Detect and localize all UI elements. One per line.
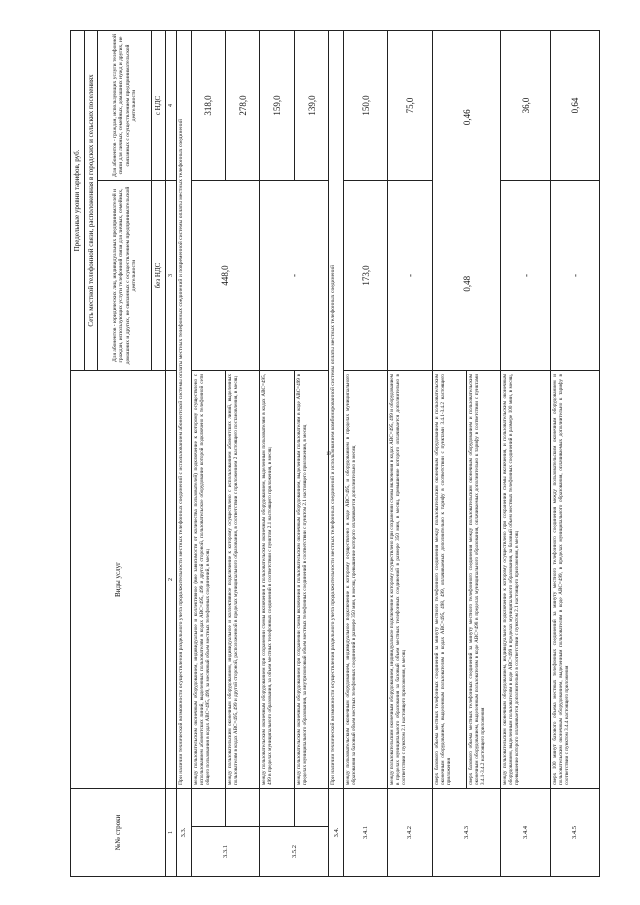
- row-value-a: 0,48: [461, 275, 472, 292]
- header-network: Сеть местной телефонной связи, расположенная в городских и сельских поселениях: [84, 30, 98, 370]
- row-section-text: При наличии технической возможности осуществления раздельного учета продолжительности местных телефонных соединений и использованием комбинированной системы оплаты местных телефонных соединений: [329, 30, 344, 788]
- column-index-1: 1: [165, 788, 176, 876]
- row-code: 3.4.3: [432, 788, 501, 876]
- table-row: [344, 30, 388, 876]
- column-index-3: 3: [165, 180, 176, 370]
- row-value-shared: [432, 30, 501, 370]
- page-number: 19: [326, 452, 331, 457]
- row-value-with-vat: 150,0: [344, 30, 388, 180]
- header-vat-with: с НДС: [152, 30, 166, 180]
- column-index-2: 2: [165, 370, 176, 788]
- row-value-with-vat: 75,0: [388, 30, 432, 180]
- row-text: между пользовательским оконечным оборудованием при сохранении схемы включения и пользовательским оконечным оборудованием, выделенным пользователям в кодах АВС=495, 499 в пределах муниципального образования, за объем местных телефонных соединений в соответствии с пунктом 2.1 настоящего приложения, в месяц: [260, 370, 294, 788]
- row-value-with-vat: 0,64: [550, 30, 599, 180]
- header-vat-without: без НДС: [152, 180, 166, 370]
- row-text: между пользовательским оконечным оборудованием, индивидуальное подключение к которому осуществлено при сохранении схемы включения в кодах АВС=495, 499 и оборудованием в пределах муниципального образования за базовый объем местных телефонных соединений в размере 350 мин, в месяц, превышение которого оплачивается дополнительно в соответствии с пунктом 2.1 настоящего приложения, в месяц: [388, 370, 432, 788]
- table-row: [501, 30, 550, 876]
- table-row: [225, 30, 259, 876]
- row-code: 3.4.: [329, 788, 344, 876]
- table-row: [388, 30, 432, 876]
- tariff-table: [70, 30, 600, 877]
- row-value-without-vat: 173,0: [344, 180, 388, 370]
- table-row: [432, 30, 466, 876]
- table-row: [294, 30, 328, 876]
- header-group-a: Для абонентов - юридических лиц, индивидуальных предпринимателей и граждан, использующих услуги телефонной связи для личных, семейных, домашних и других, не связанных с осуществлением предпринимательской деятельности: [98, 180, 152, 370]
- header-tariffs: Предельные уровни тарифов, руб.: [71, 30, 85, 370]
- row-value-without-vat: -: [260, 180, 329, 370]
- header-services: Виды услуг: [71, 370, 166, 788]
- header-group-b: Для абонентов - граждан, использующих услуги телефонной связи для личных, семейных, домашних нужд и других, не связанных с осуществлением предпринимательской деятельности: [98, 30, 152, 180]
- row-code: 3.4.2: [388, 788, 432, 876]
- row-value-without-vat: 448,0: [191, 180, 260, 370]
- row-subcode: [260, 788, 294, 826]
- row-code: 3.5.2: [260, 827, 329, 877]
- row-text: между пользовательским оконечным оборудованием, индивидуальное и коллективное подключение к которому осуществлено с использованием абонентских линий, выделенных пользователям в кодах АВС=495, 499 и другой стороной, расположенной в пределах муниципального образования, в соответствии с приложением 2 настоящего постановления, в месяц: [225, 370, 259, 788]
- row-code: 3.3.1: [191, 827, 260, 877]
- row-value-with-vat: 278,0: [225, 30, 259, 180]
- row-section-text: При наличии технической возможности осуществления раздельного учета продолжительности местных телефонных соединений с использованием абонентской системы оплаты местных телефонных соединений и повременной системы оплаты местных телефонных соединений: [176, 30, 191, 788]
- row-code: 3.4.1: [344, 788, 388, 876]
- row-text: сверх базового объема местных телефонных соединений за минуту местного телефонного соединения между пользовательским оконечным оборудованием и пользовательским оконечным оборудованием, выделенным пользователям в кодах АВС=495, 498, 499, оплачиваемых дополнительно к тарифу в соответствии с пунктами 3.4.1-3.4.2 настоящего приложения: [432, 370, 466, 788]
- row-value-with-vat: 159,0: [260, 30, 294, 180]
- table-row: [191, 30, 225, 876]
- header-row-number: №№ строки: [71, 788, 166, 876]
- row-subcode: [225, 788, 259, 826]
- row-value-with-vat: 36,0: [501, 30, 550, 180]
- row-value-b: 0,46: [461, 109, 472, 126]
- row-text: сверх базового объема местных телефонных соединений за минуту местного телефонного соединения между пользовательским оконечным оборудованием и пользовательским оконечным оборудованием, выделенным пользователям в коде АВС=498 в пределах муниципального образования, оплачиваемых дополнительно к тарифу в соответствии с пунктами 3.4.1-3.4.2 настоящего приложения: [467, 370, 501, 788]
- row-subcode: [294, 788, 328, 826]
- table-row: [550, 30, 599, 876]
- row-value-without-vat: -: [388, 180, 432, 370]
- column-index-4: 4: [165, 30, 176, 180]
- row-code: 3.4.5: [550, 788, 599, 876]
- row-value-with-vat: 139,0: [294, 30, 328, 180]
- table-row: [260, 30, 294, 876]
- rotated-tariff-table: [70, 31, 600, 877]
- row-text: между пользовательским оконечным оборудованием, индивидуальное и коллективное (вне зависимости от количества пользователей) подключение к которому осуществлено с использованием абонентских линий, выделенных пользователям в кодах АВС=495, 499 и другой стороной, пользовательское оборудование которой подключено к телефонной сети общего пользования в кодах АВС=495, 499, за месячный объем местных телефонных соединений, в месяц: [191, 370, 225, 788]
- row-code: 3.4.4: [501, 788, 550, 876]
- row-value-without-vat: -: [550, 180, 599, 370]
- row-text: между пользовательским оконечным оборудованием, индивидуальное подключение к которому осуществлено при сохранении схемы включения, и пользовательским оконечным оборудованием, выделенным пользователям в коде АВС=499 в пределах муниципального образования, за базовый объем местных телефонных соединений в размере 100 мин, в месяц, превышение которого оплачивается дополнительно в соответствии с пунктом 2.1 настоящего приложения, в месяц: [501, 370, 550, 788]
- row-subcode: [191, 788, 225, 826]
- row-text: между пользовательским оконечным оборудованием при сохранении схемы включения и пользовательским оконечным оборудованием, выделенным пользователям в коде АВС=499 в пределах муниципального образования, за внутризоновый объем местных телефонных соединений в соответствии с пунктом 2.1 настоящего приложения, в месяц: [294, 370, 328, 788]
- table-row: [176, 30, 191, 876]
- row-value-with-vat: 318,0: [191, 30, 225, 180]
- row-value-without-vat: -: [501, 180, 550, 370]
- row-code: 3.3.: [176, 788, 191, 876]
- row-text: сверх 100 минут базового объема местных телефонных соединений за минуту местного телефонного соединения между пользовательским оконечным оборудованием и пользовательским оконечным оборудованием, выделенным пользователям в коде АВС=499, в пределах муниципального образования, оплачиваемых дополнительно к тарифу в соответствии с пунктом 3.4.4 настоящего приложения: [550, 370, 599, 788]
- row-text: между пользовательским оконечным оборудованием, индивидуальное подключение к которому осуществлено в коде АВС=495, и оборудованием в пределах муниципального образования за базовый объем местных телефонных соединений в размере 350 мин, в месяц, превышение которого оплачивается дополнительно в месяц: [344, 370, 388, 788]
